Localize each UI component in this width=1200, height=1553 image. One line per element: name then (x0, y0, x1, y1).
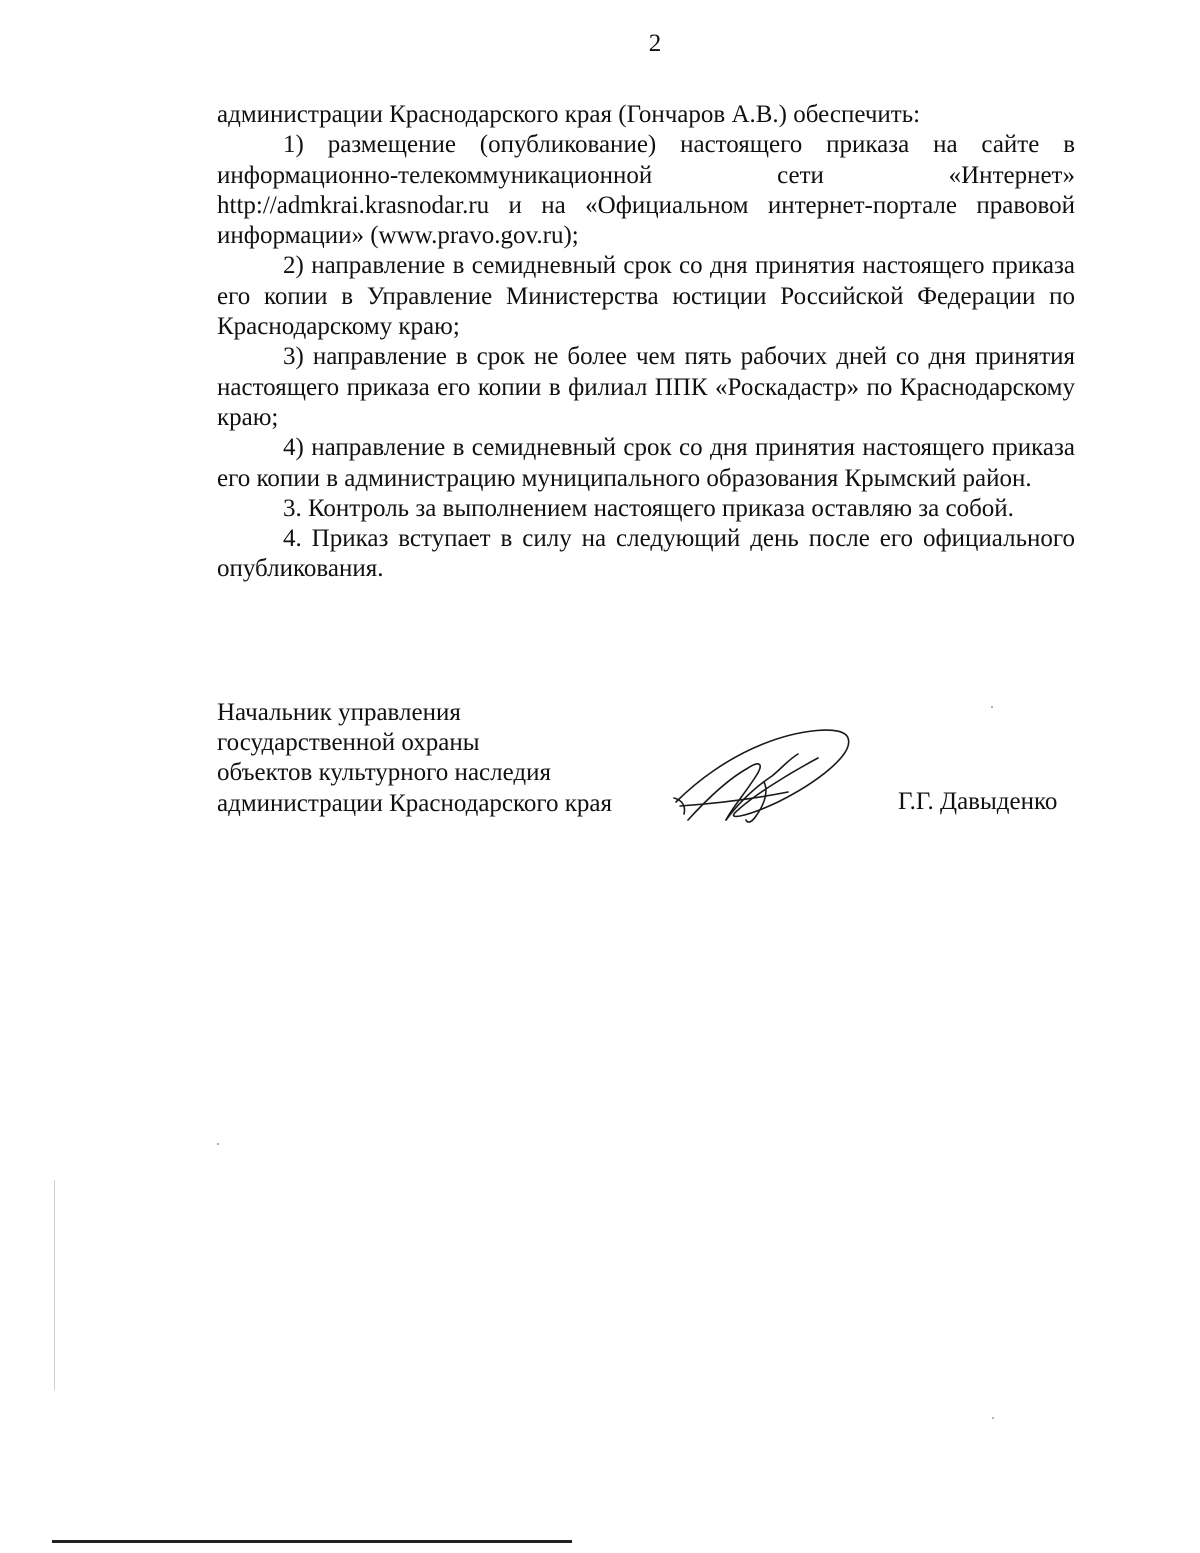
paragraph-clause-4: 4. Приказ вступает в силу на следующий день после его официального опубликования. (217, 525, 1075, 583)
paragraph-clause-3: 3. Контроль за выполнением настоящего приказа оставляю за собой. (283, 494, 1014, 522)
signer-position-line: объектов культурного наследия (217, 759, 551, 787)
handwritten-signature (668, 720, 858, 835)
page-number: 2 (648, 30, 662, 57)
document-body (217, 100, 1075, 585)
signer-position (217, 698, 612, 819)
scan-edge-line (54, 1180, 55, 1390)
scan-speck (991, 706, 993, 708)
paragraph-continuation: администрации Краснодарского края (Гончаров А.В.) обеспечить: (217, 101, 921, 128)
scan-speck (217, 1143, 219, 1145)
paragraph-item-3: 3) направление в срок не более чем пять рабочих дней со дня принятия настоящего приказа его копии в филиал ППК «Роскадастр» по Краснодарскому краю; (217, 343, 1075, 431)
scan-bottom-line (52, 1540, 572, 1543)
scan-speck (992, 1417, 994, 1419)
signer-name: Г.Г. Давыденко (898, 788, 1058, 815)
paragraph-item-2: 2) направление в семидневный срок со дня принятия настоящего приказа его копии в Управление Министерства юстиции Российской Федерации по Краснодарскому краю; (217, 252, 1075, 341)
paragraph-item-1: 1) размещение (опубликование) настоящего приказа на сайте в информационно-телекоммуникационной сети «Интернет» http://admkrai.krasnodar.ru и на «Официальном интернет-портале правовой информации» (www.pravo.gov.ru); (217, 131, 1075, 250)
paragraph-item-4: 4) направление в семидневный срок со дня принятия настоящего приказа его копии в администрацию муниципального образования Крымский район. (217, 434, 1075, 492)
signer-position-line: Начальник управления (217, 699, 461, 726)
signer-position-line: администрации Краснодарского края (217, 789, 613, 817)
signer-position-line: государственной охраны (217, 729, 480, 757)
